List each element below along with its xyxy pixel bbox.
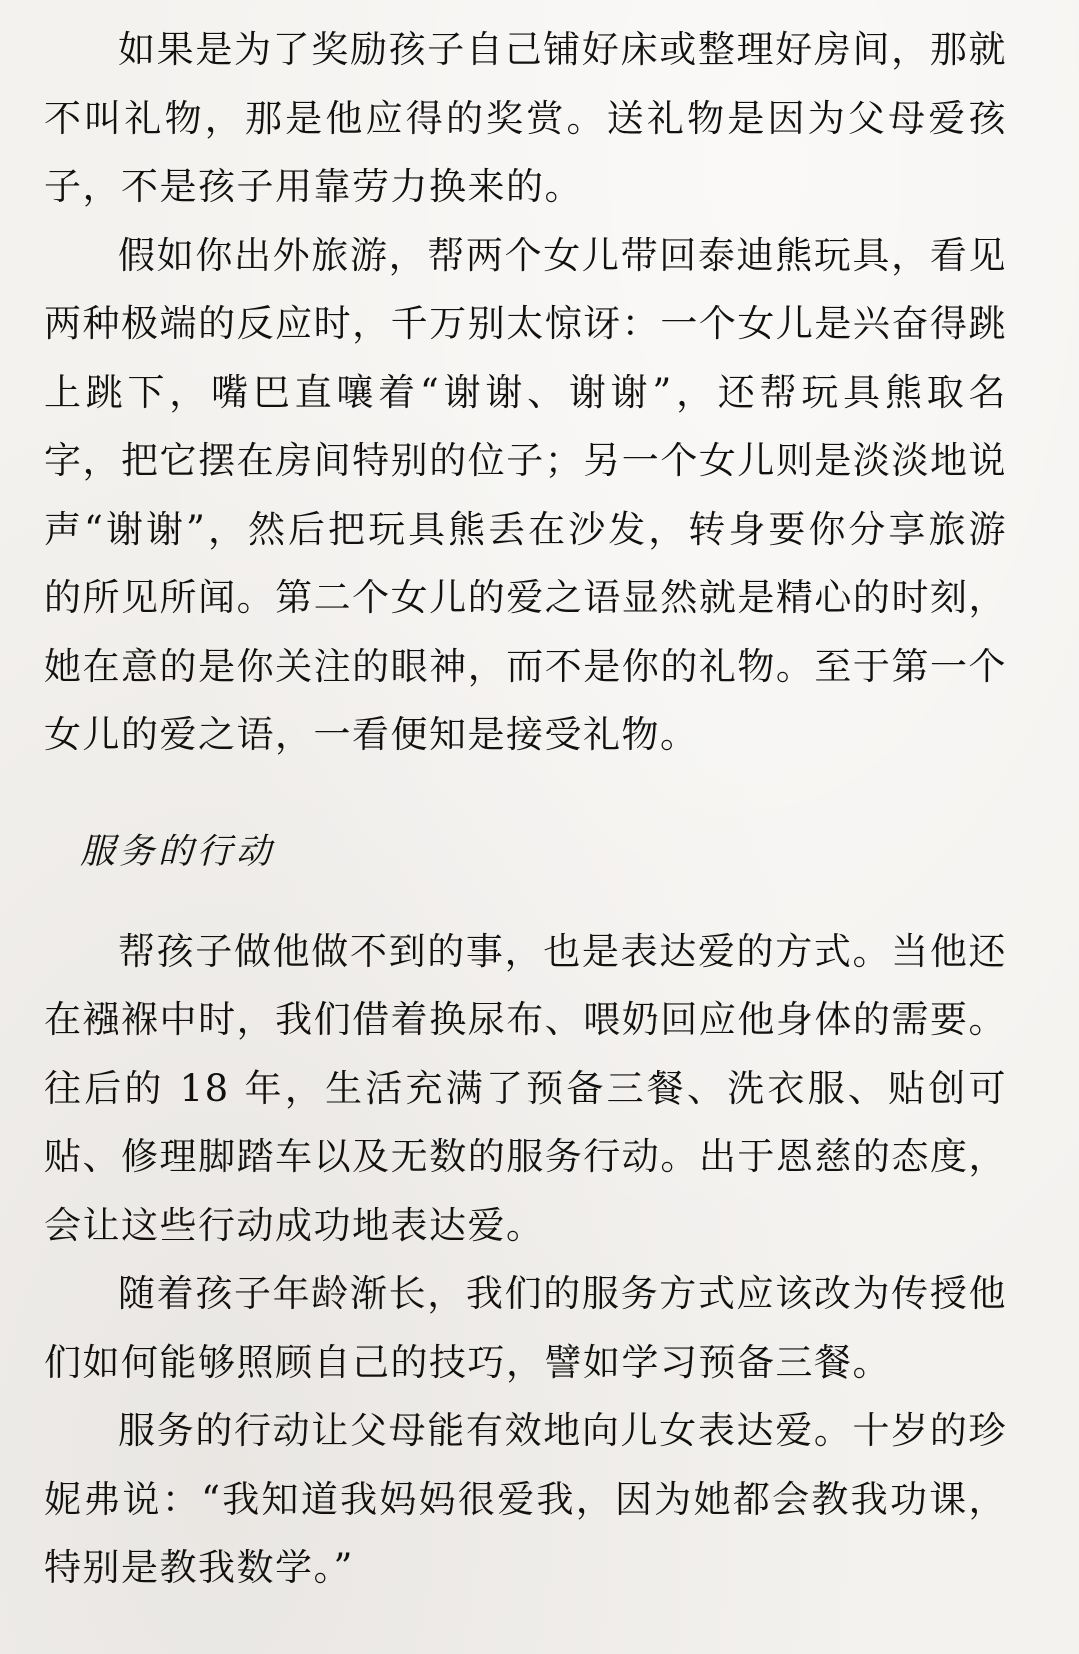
heading-spacer [44, 882, 1007, 918]
section-heading-acts-of-service: 服务的行动 [80, 831, 276, 872]
paragraph-teddy-bear: 假如你出外旅游，帮两个女儿带回泰迪熊玩具，看见两种极端的反应时，千万别太惊讶：一个女儿是兴奋得跳上跳下，嘴巴直嚷着“谢谢、谢谢”，还帮玩具熊取名字，把它摆在房间特别的位子；另一个女儿则是淡淡地说声“谢谢”，然后把玩具熊丢在沙发，转身要你分享旅游的所见所闻。第二个女儿的爱之语显然就是精心的时刻，她在意的是你关注的眼神，而不是你的礼物。至于第一个女儿的爱之语，一看便知是接受礼物。 [44, 233, 1007, 756]
paragraph-service-teaching: 随着孩子年龄渐长，我们的服务方式应该改为传授他们如何能够照顾自己的技巧，譬如学习预备三餐。 [44, 1272, 1007, 1384]
paragraph-gift-reward: 如果是为了奖励孩子自己铺好床或整理好房间，那就不叫礼物，那是他应得的奖赏。送礼物是因为父母爱孩子，不是孩子用靠劳力换来的。 [44, 28, 1007, 208]
paragraph-service-jennifer: 服务的行动让父母能有效地向儿女表达爱。十岁的珍妮弗说：“我知道我妈妈很爱我，因为她都会教我功课，特别是教我数学。” [44, 1409, 1007, 1589]
paragraph-service-intro: 帮孩子做他做不到的事，也是表达爱的方式。当他还在襁褓中时，我们借着换尿布、喂奶回应他身体的需要。往后的 18 年，生活充满了预备三餐、洗衣服、贴创可贴、修理脚踏车以及无数的服务行动。出于恩慈的态度，会让这些行动成功地表达爱。 [44, 929, 1007, 1247]
